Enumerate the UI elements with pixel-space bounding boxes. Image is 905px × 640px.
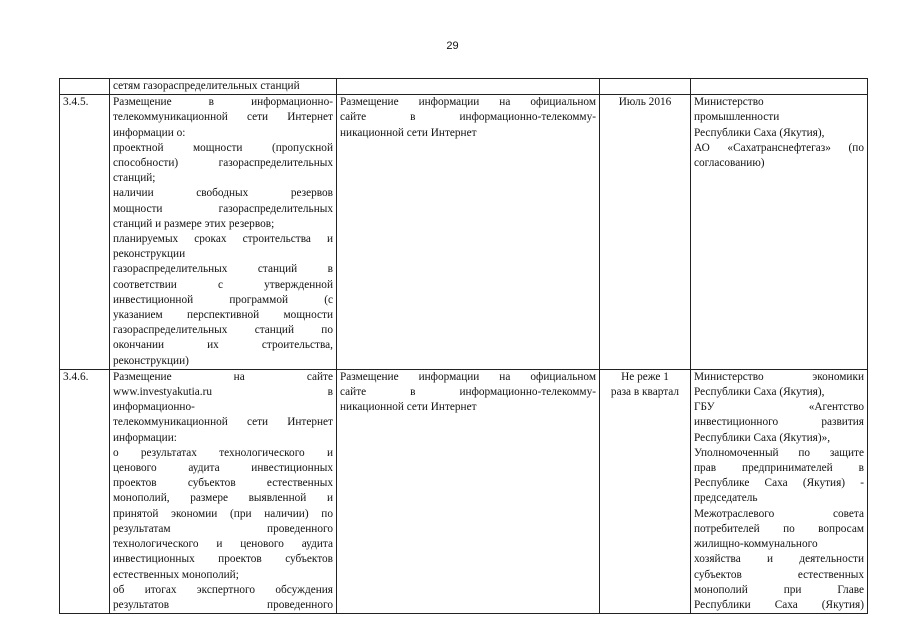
form-cell — [337, 79, 600, 95]
text-line: никационной сети Интернет — [340, 401, 477, 414]
text-line: станций и размере этих резервов; — [113, 217, 275, 230]
text-line: реконструкции — [113, 248, 186, 261]
text-line: принятой экономии (при наличии) по — [113, 507, 333, 520]
text-line: реконструкции) — [113, 354, 189, 367]
text-line: монополий при Главе — [694, 583, 864, 596]
text-line: мощности газораспределительных — [113, 202, 333, 215]
text-line: Размещение в информационно- — [113, 96, 333, 109]
text-line: о результатах технологического и — [113, 446, 333, 459]
text-line: информационно- — [113, 401, 195, 414]
responsible-cell — [691, 369, 868, 613]
text-line: хозяйства и деятельности — [694, 553, 864, 566]
text-line: монополий, размере выявленной и — [113, 492, 333, 505]
text-line: телекоммуникационной сети Интернет — [113, 111, 333, 124]
text-line: ценового аудита инвестиционных — [113, 462, 333, 475]
text-line: результатам проведенного — [113, 522, 333, 535]
form-cell — [337, 369, 600, 613]
text-line: прав предпринимателей в — [694, 462, 864, 475]
deadline-cell — [600, 79, 691, 95]
text-line: Республики Саха (Якутия), — [694, 126, 825, 139]
text-line: Республики Саха (Якутия) — [694, 598, 864, 611]
text-line: Не реже 1 — [621, 370, 669, 383]
text-line: результатов проведенного — [113, 598, 333, 611]
text-line: Межотраслевого совета — [694, 507, 864, 520]
text-line: наличии свободных резервов — [113, 187, 333, 200]
text-line: Республике Саха (Якутия) - — [694, 477, 864, 490]
text-line: естественных монополий; — [113, 568, 239, 581]
text-line: окончании их строительства, — [113, 339, 333, 352]
text-line: проектной мощности (пропускной — [113, 141, 333, 154]
text-line: планируемых сроках строительства и — [113, 233, 333, 246]
responsible-cell — [691, 95, 868, 370]
text-line: газораспределительных станций в — [113, 263, 333, 276]
responsible-cell — [691, 79, 868, 95]
text-line: указанием перспективной мощности — [113, 309, 333, 322]
text-line: инвестиционной программой (с — [113, 293, 333, 306]
text-line: Уполномоченный по защите — [694, 446, 864, 459]
text-line: Размещение информации на официальном — [340, 96, 596, 109]
text-line: согласованию) — [694, 157, 765, 170]
text-line: субъектов естественных — [694, 568, 864, 581]
text-line: ГБУ «Агентство — [694, 401, 864, 414]
text-line: Республики Саха (Якутия)», — [694, 431, 831, 444]
text-line: Министерство — [694, 96, 764, 109]
deadline-cell — [600, 369, 691, 613]
text-line: Республики Саха (Якутия), — [694, 386, 825, 399]
text-line: станций; — [113, 172, 156, 185]
item-number-cell — [60, 79, 110, 95]
item-number-cell: 3.4.6. — [60, 369, 110, 613]
text-line: инвестиционных проектов субъектов — [113, 553, 333, 566]
text-line: Размещение на сайте — [113, 370, 333, 383]
form-cell — [337, 95, 600, 370]
table-row — [60, 369, 868, 613]
text-line: сайте в информационно-телекомму- — [340, 386, 596, 399]
text-line: инвестиционного развития — [694, 416, 864, 429]
text-line: Июль 2016 — [618, 96, 672, 109]
text-line: телекоммуникационной сети Интернет — [113, 416, 333, 429]
text-line: информации о: — [113, 126, 186, 139]
text-line: Размещение информации на официальном — [340, 370, 596, 383]
measure-cell — [110, 369, 337, 613]
page-number: 29 — [446, 40, 459, 52]
measure-cell — [110, 95, 337, 370]
text-line: председатель — [694, 492, 758, 505]
deadline-cell — [600, 95, 691, 370]
text-line: раза в квартал — [610, 386, 680, 399]
text-line: соответствии с утвержденной — [113, 278, 333, 291]
text-line: газораспределительных станций по — [113, 324, 333, 337]
text-line: жилищно-коммунального — [694, 538, 818, 551]
text-line: www.investyakutia.ru в — [113, 386, 333, 399]
text-line: проектов субъектов естественных — [113, 477, 333, 490]
text-line: информации: — [113, 431, 177, 444]
text-line: АО «Сахатранснефтегаз» (по — [694, 141, 864, 154]
text-line: Министерство экономики — [694, 370, 864, 383]
text-line: сайте в информационно-телекомму- — [340, 111, 596, 124]
text-line: сетям газораспределительных станций — [113, 80, 300, 92]
text-line: потребителей по вопросам — [694, 522, 864, 535]
measures-table — [59, 78, 868, 614]
text-line: никационной сети Интернет — [340, 126, 477, 139]
text-line: промышленности — [694, 111, 780, 124]
measure-cell — [110, 79, 337, 95]
text-line: об итогах экспертного обсуждения — [113, 583, 333, 596]
item-number-cell: 3.4.5. — [60, 95, 110, 370]
text-line: технологического и ценового аудита — [113, 538, 333, 551]
table-row — [60, 79, 868, 95]
text-line: способности) газораспределительных — [113, 157, 333, 170]
table-row — [60, 95, 868, 370]
